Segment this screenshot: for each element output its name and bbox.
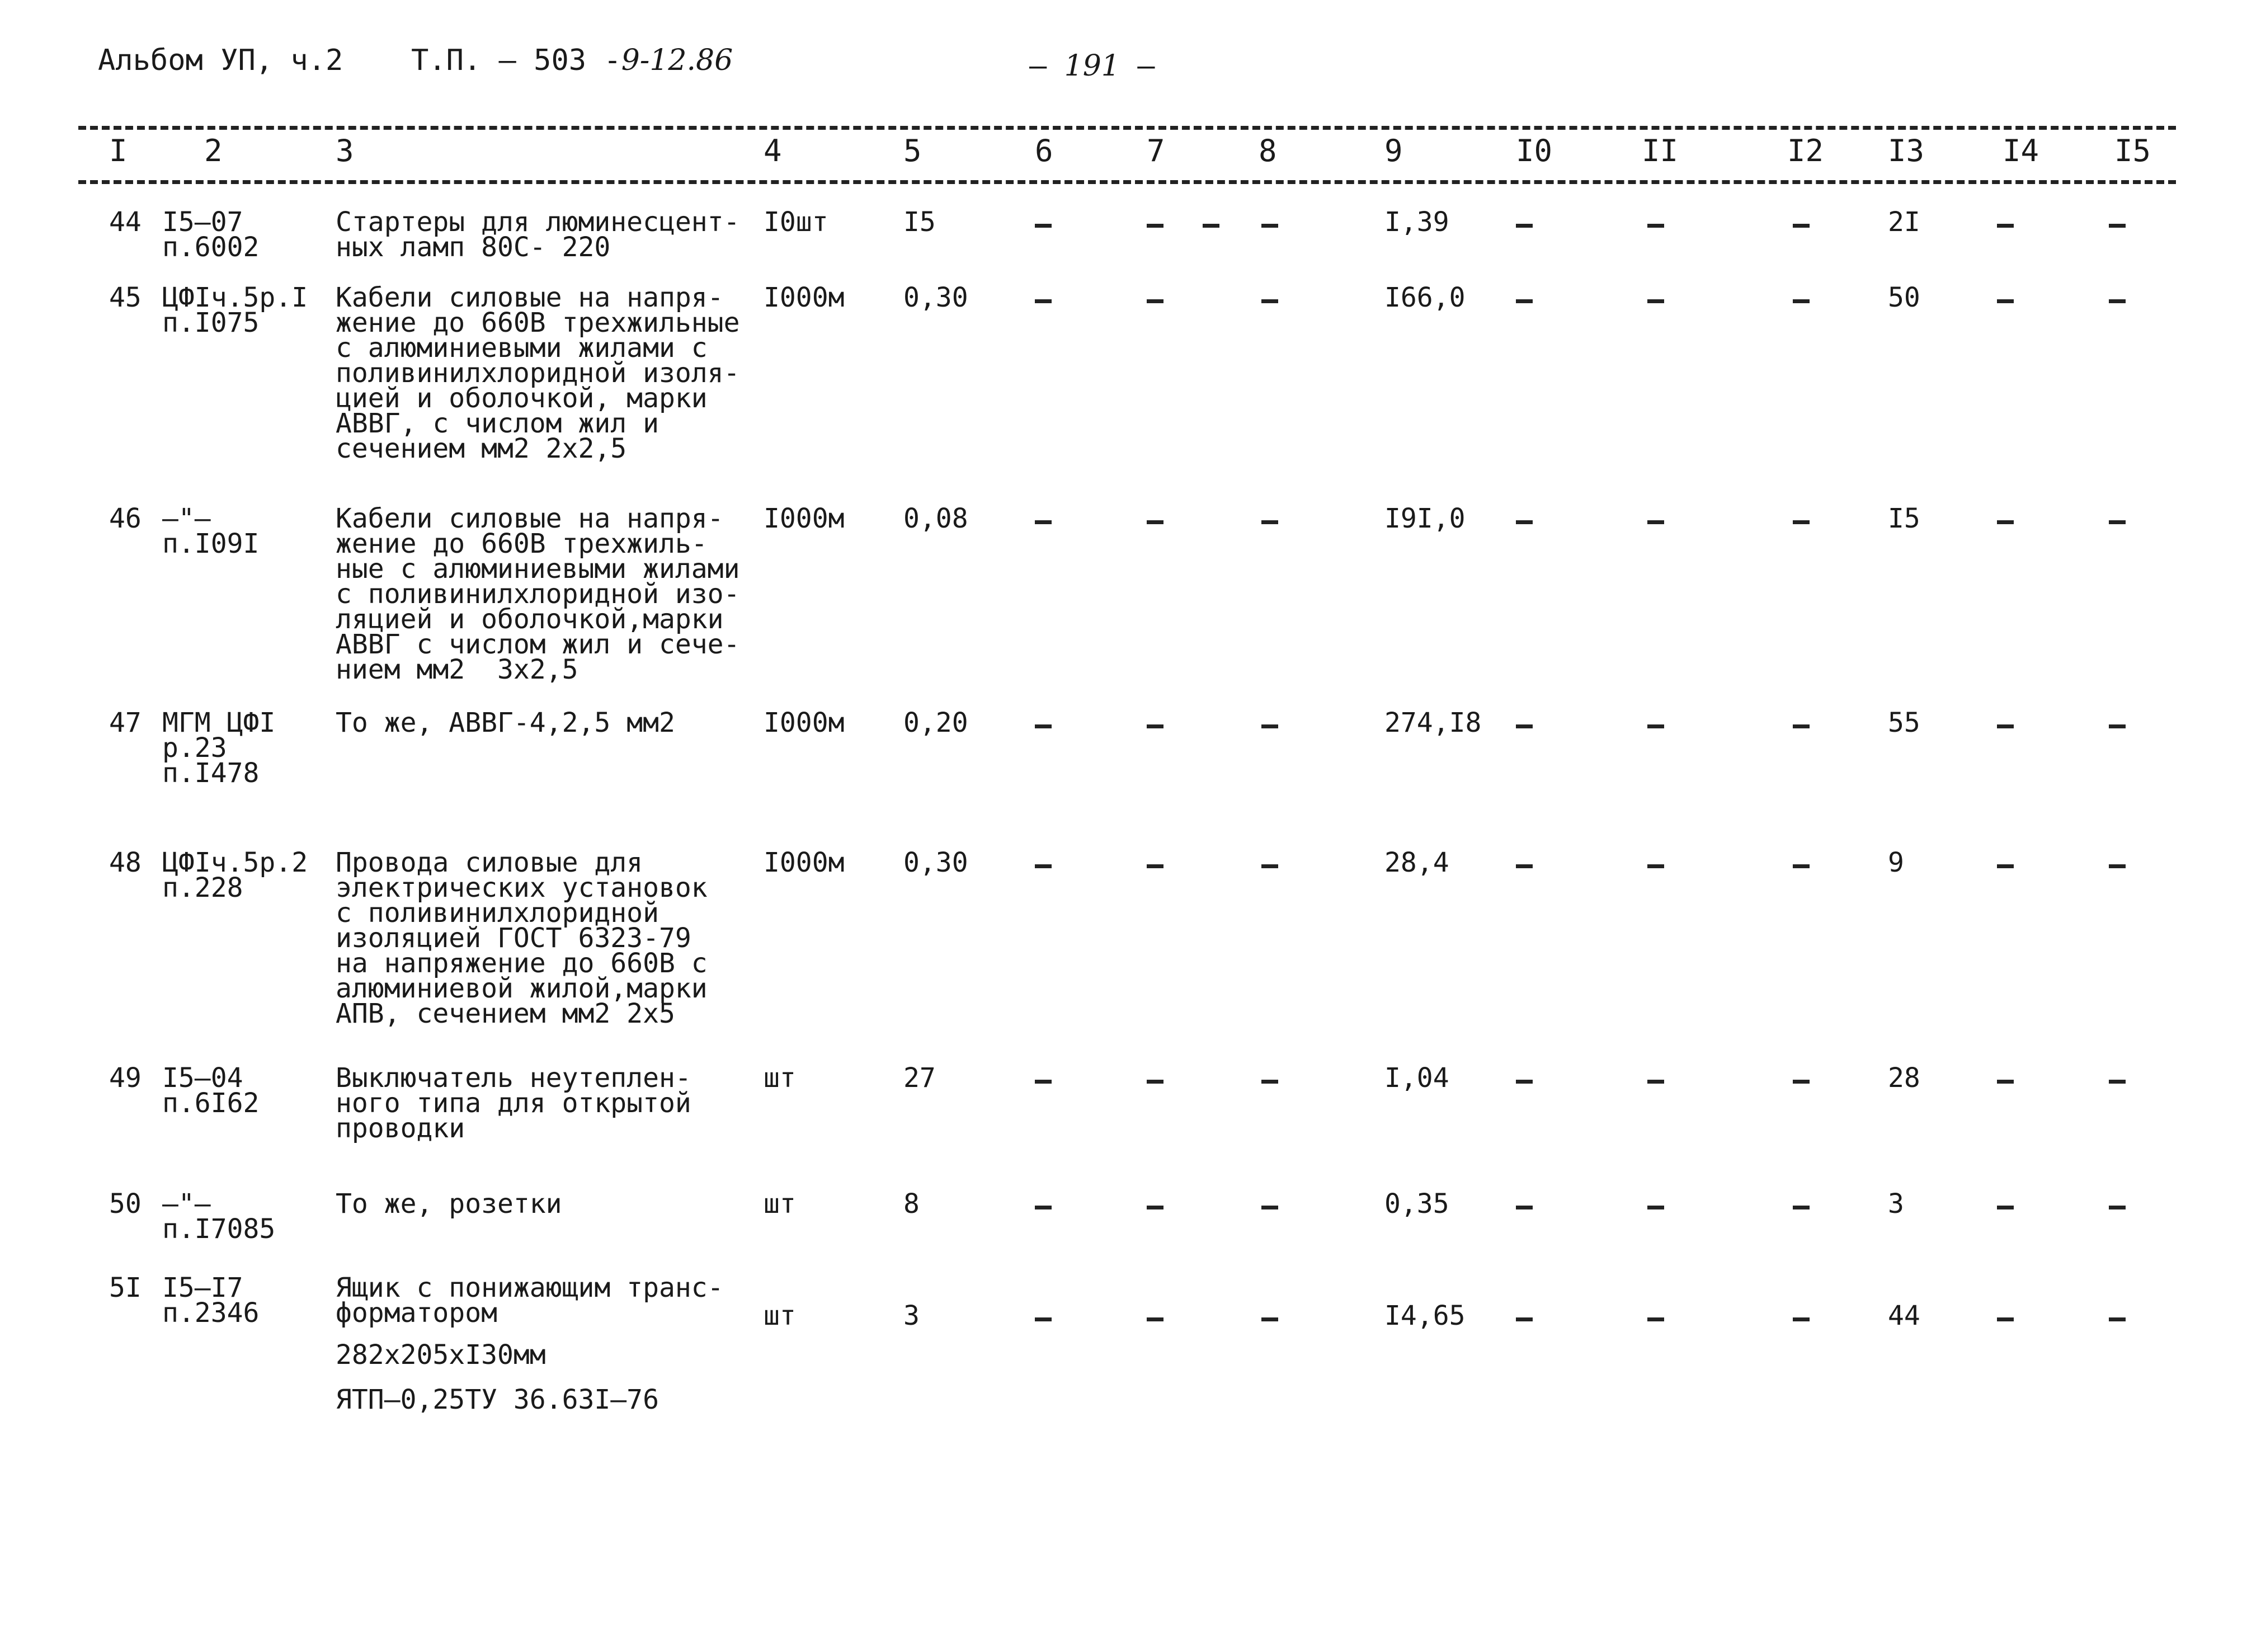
row-unit: шт (764, 1300, 796, 1331)
row-quantity: 3 (903, 1300, 920, 1331)
dash-c6 (1035, 520, 1052, 524)
page-dash-right: – (1137, 49, 1155, 83)
dash-c10 (1516, 224, 1533, 228)
dash-c14 (1997, 299, 2014, 303)
row-description: Стартеры для люминесцент- ных ламп 80С- 220 (336, 206, 740, 263)
dash-c10 (1516, 1317, 1533, 1321)
dash-c15 (2109, 520, 2126, 524)
dash-c8 (1261, 864, 1278, 868)
dash-c12 (1793, 1317, 1810, 1321)
dash-c7 (1147, 864, 1163, 868)
dash-c15 (2109, 224, 2126, 228)
row-quantity: 0,30 (903, 282, 968, 313)
row-number: 45 (109, 282, 142, 313)
dash-c14 (1997, 224, 2014, 228)
column-number-9: 9 (1384, 133, 1403, 168)
row-code: МГМ ЦФI р.23 п.I478 (162, 707, 276, 789)
dash-c10 (1516, 520, 1533, 524)
dash-c10 (1516, 724, 1533, 728)
dash-c11 (1647, 1317, 1664, 1321)
dash-c8 (1261, 1206, 1278, 1209)
column-number-12: I2 (1787, 133, 1824, 168)
row-col9: I66,0 (1384, 282, 1466, 313)
dash-c8 (1261, 299, 1278, 303)
row-col13: I5 (1888, 503, 1920, 534)
dash-c6 (1035, 224, 1052, 228)
dash-c7 (1147, 520, 1163, 524)
row-number: 49 (109, 1062, 142, 1094)
dash-c15 (2109, 1206, 2126, 1209)
dash-c15 (2109, 1080, 2126, 1084)
dash-c14 (1997, 520, 2014, 524)
row-quantity: I5 (903, 206, 936, 238)
row-col13: 3 (1888, 1188, 1904, 1220)
column-number-14: I4 (2003, 133, 2039, 168)
dash-c15 (2109, 299, 2126, 303)
row-number: 5I (109, 1272, 142, 1303)
dash-c11 (1647, 1206, 1664, 1209)
row-quantity: 27 (903, 1062, 936, 1094)
row-code: –"– п.I09I (162, 503, 260, 559)
dash-c14 (1997, 864, 2014, 868)
row-description: Кабели силовые на напря- жение до 660В трехжильные с алюминиевыми жилами с поливинилхлоридной изоля- цией и оболочкой, марки АВВГ, с числом жил и сечением мм2 2х2,5 (336, 282, 740, 464)
dash-c7 (1147, 1206, 1163, 1209)
dash-c12 (1793, 724, 1810, 728)
dash-c7 (1147, 724, 1163, 728)
column-number-8: 8 (1259, 133, 1277, 168)
row-quantity: 0,08 (903, 503, 968, 534)
page-dash-left: – (1029, 49, 1047, 83)
row-col13: 55 (1888, 707, 1920, 738)
row-code: ЦФIч.5р.I п.I075 (162, 282, 308, 338)
row-description: То же, розетки (336, 1188, 562, 1220)
page-number (1029, 49, 1155, 83)
dash-c10 (1516, 1080, 1533, 1084)
row-unit: I0шт (764, 206, 828, 238)
dash-c11 (1647, 224, 1664, 228)
row-unit: шт (764, 1062, 796, 1094)
row-col9: I4,65 (1384, 1300, 1466, 1331)
dash-c11 (1647, 299, 1664, 303)
dash-c7 (1147, 224, 1163, 228)
dash-c12 (1793, 1206, 1810, 1209)
row-description: Выключатель неутеплен- ного типа для открытой проводки (336, 1062, 691, 1144)
row-unit: I000м (764, 847, 845, 878)
dash-c11 (1647, 1080, 1664, 1084)
dash-c15 (2109, 724, 2126, 728)
row-code: I5–04 п.6I62 (162, 1062, 260, 1119)
row-code: –"– п.I7085 (162, 1188, 276, 1245)
dash-c7 (1147, 1317, 1163, 1321)
dash-c12 (1793, 299, 1810, 303)
dash-c8 (1261, 224, 1278, 228)
row-number: 48 (109, 847, 142, 878)
row-description: Ящик с понижающим транс- форматором (336, 1272, 724, 1329)
dash-c8 (1261, 520, 1278, 524)
row-col9: I,04 (1384, 1062, 1449, 1094)
column-number-2: 2 (204, 133, 223, 168)
dash-c12 (1793, 1080, 1810, 1084)
dash-c6 (1035, 1206, 1052, 1209)
row-description-extra-1: 282х205хI30мм (336, 1339, 546, 1371)
dash-c12 (1793, 224, 1810, 228)
row-number: 44 (109, 206, 142, 238)
dash-c6 (1035, 299, 1052, 303)
row-quantity: 0,20 (903, 707, 968, 738)
page-handwritten: 191 (1064, 49, 1120, 83)
dash-c8 (1261, 1080, 1278, 1084)
row-description-extra-2: ЯТП–0,25ТУ 36.63I–76 (336, 1384, 659, 1415)
dash-c7 (1147, 299, 1163, 303)
dash-c6 (1035, 1080, 1052, 1084)
row-col9: I,39 (1384, 206, 1449, 238)
dash-c12 (1793, 520, 1810, 524)
row-col13: 50 (1888, 282, 1920, 313)
row-code: I5–I7 п.2346 (162, 1272, 260, 1329)
table-top-rule (78, 126, 2176, 130)
column-number-15: I5 (2114, 133, 2151, 168)
column-number-1: I (109, 133, 128, 168)
column-number-7: 7 (1147, 133, 1165, 168)
row-number: 46 (109, 503, 142, 534)
row-unit: шт (764, 1188, 796, 1220)
dash-c14 (1997, 1080, 2014, 1084)
row-unit: I000м (764, 707, 845, 738)
dash-c12 (1793, 864, 1810, 868)
dash-c7 (1147, 1080, 1163, 1084)
dash-c10 (1516, 864, 1533, 868)
dash-c11 (1647, 864, 1664, 868)
row-col13: 2I (1888, 206, 1920, 238)
column-number-13: I3 (1888, 133, 1925, 168)
dash-c11 (1647, 724, 1664, 728)
column-number-5: 5 (903, 133, 922, 168)
row-description: То же, АВВГ-4,2,5 мм2 (336, 707, 675, 738)
column-number-4: 4 (764, 133, 782, 168)
dash-c14 (1997, 724, 2014, 728)
row-description: Кабели силовые на напря- жение до 660В трехжиль- ные с алюминиевыми жилами с поливинилхлоридной изо- ляцией и оболочкой,марки АВВГ с числом жил и сече- нием мм2 3х2,5 (336, 503, 740, 685)
dash-c8 (1261, 724, 1278, 728)
row-col9: 28,4 (1384, 847, 1449, 878)
column-number-10: I0 (1516, 133, 1553, 168)
dash-c8 (1261, 1317, 1278, 1321)
column-number-6: 6 (1035, 133, 1053, 168)
dash-c11 (1647, 520, 1664, 524)
row-col13: 28 (1888, 1062, 1920, 1094)
row-code: I5–07 п.6002 (162, 206, 260, 263)
dash-c6 (1035, 1317, 1052, 1321)
column-number-11: II (1642, 133, 1679, 168)
row-col9: 274,I8 (1384, 707, 1482, 738)
row-col13: 44 (1888, 1300, 1920, 1331)
row-col9: I9I,0 (1384, 503, 1466, 534)
dash-c15 (2109, 1317, 2126, 1321)
dash-c10 (1516, 1206, 1533, 1209)
column-number-3: 3 (336, 133, 354, 168)
row-unit: I000м (764, 503, 845, 534)
project-handwritten: 9-12.86 (621, 44, 733, 77)
dash-c6 (1035, 724, 1052, 728)
project-prefix: Т.П. – 503 - (411, 44, 621, 77)
row-quantity: 8 (903, 1188, 920, 1220)
row-col13: 9 (1888, 847, 1904, 878)
table-header-rule (78, 180, 2176, 184)
dash-c6 (1035, 864, 1052, 868)
row-col9: 0,35 (1384, 1188, 1449, 1220)
dash-c14 (1997, 1317, 2014, 1321)
row-number: 47 (109, 707, 142, 738)
dash-c10 (1516, 299, 1533, 303)
project-number (411, 44, 733, 77)
dash-c14 (1997, 1206, 2014, 1209)
row-quantity: 0,30 (903, 847, 968, 878)
dash-c15 (2109, 864, 2126, 868)
row-code: ЦФIч.5р.2 п.228 (162, 847, 308, 903)
dash-c7b (1203, 224, 1219, 228)
album-label: Альбом УП, ч.2 (98, 44, 343, 77)
row-unit: I000м (764, 282, 845, 313)
row-description: Провода силовые для электрических установок с поливинилхлоридной изоляцией ГОСТ 6323-79 на напряжение до 660В с алюминиевой жилой,марки АПВ, сечением мм2 2х5 (336, 847, 708, 1029)
row-number: 50 (109, 1188, 142, 1220)
